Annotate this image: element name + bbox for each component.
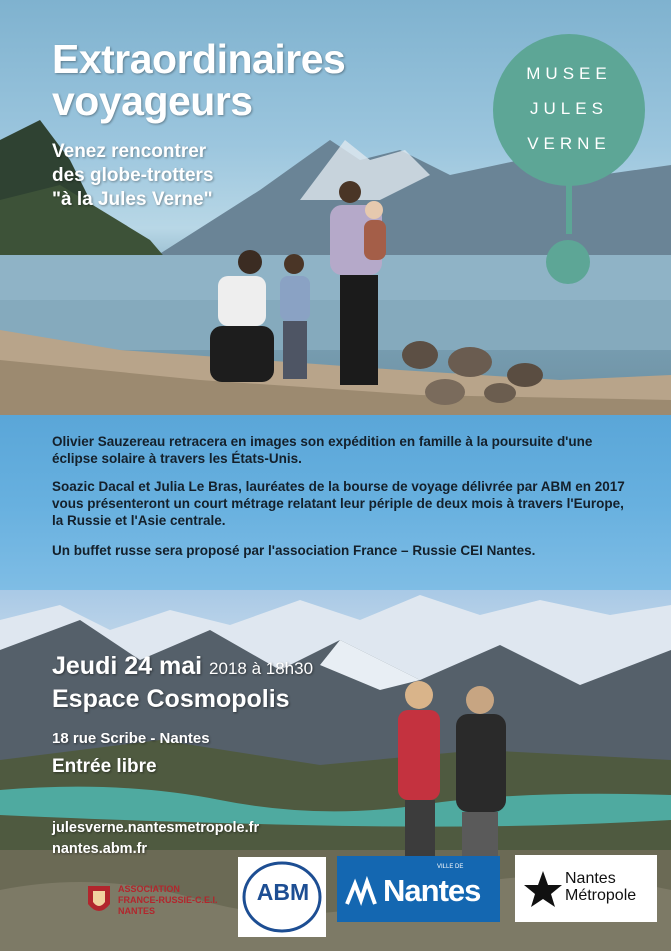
- subtitle-line-1: Venez rencontrer: [52, 141, 207, 162]
- link-julesverne[interactable]: julesverne.nantesmetropole.fr: [52, 820, 260, 836]
- event-entry: Entrée libre: [52, 756, 157, 777]
- metropole-label: [565, 870, 636, 904]
- nantes-metropole-logo: [515, 855, 657, 922]
- logo-line-1: MUSEE: [526, 64, 612, 83]
- metropole-line-1: Nantes: [565, 870, 616, 887]
- association-name: [118, 884, 218, 917]
- link-abm[interactable]: nantes.abm.fr: [52, 841, 148, 857]
- musee-jules-verne-logo: [493, 34, 645, 186]
- logo-exclamation-dot: [546, 240, 590, 284]
- title-line-2: voyageurs: [52, 78, 253, 124]
- event-venue: Espace Cosmopolis: [52, 685, 290, 713]
- title-line-1: Extraordinaires: [52, 36, 346, 82]
- logo-line-2: JULES: [530, 99, 608, 118]
- subtitle-line-2: des globe-trotters: [52, 165, 214, 186]
- abm-logo: [238, 857, 326, 937]
- description-band: [0, 415, 671, 590]
- event-date: [52, 652, 313, 681]
- assoc-line-2: FRANCE-RUSSIE-C.E.I.: [118, 895, 218, 905]
- event-address: 18 rue Scribe - Nantes: [52, 730, 210, 747]
- ville-de-nantes-logo: [337, 856, 500, 922]
- subtitle: [52, 140, 214, 212]
- event-date-main: Jeudi 24 mai: [52, 652, 203, 680]
- event-date-time: 2018 à 18h30: [209, 659, 314, 678]
- description-paragraph-1: Olivier Sauzereau retracera en images son expédition en famille à la poursuite d'une éclipse solaire à travers les États-Unis.: [52, 434, 593, 466]
- assoc-line-1: ASSOCIATION: [118, 884, 180, 894]
- subtitle-line-3: "à la Jules Verne": [52, 189, 213, 210]
- ville-de-label: VILLE DE: [437, 864, 464, 870]
- nantes-waves-icon: [337, 856, 387, 922]
- france-russie-association-logo: [84, 882, 224, 922]
- abm-label: ABM: [256, 879, 310, 905]
- description-paragraph-3: Un buffet russe sera proposé par l'association France – Russie CEI Nantes.: [52, 543, 536, 558]
- metropole-star-icon: [523, 869, 563, 909]
- coat-of-arms-icon: [84, 882, 114, 920]
- assoc-line-3: NANTES: [118, 906, 156, 916]
- nantes-label: Nantes: [383, 873, 481, 908]
- metropole-line-2: Métropole: [565, 887, 637, 904]
- logo-exclamation-stem: [566, 182, 572, 234]
- description-paragraph-2: Soazic Dacal et Julia Le Bras, lauréates de la bourse de voyage délivrée par ABM en 2017 vous présenteront un court métrage relatant leur périple de deux mois à travers l'Europe, la Russie et l'Asie centrale.: [52, 479, 625, 528]
- main-title: [52, 38, 345, 122]
- logo-line-3: VERNE: [527, 134, 611, 153]
